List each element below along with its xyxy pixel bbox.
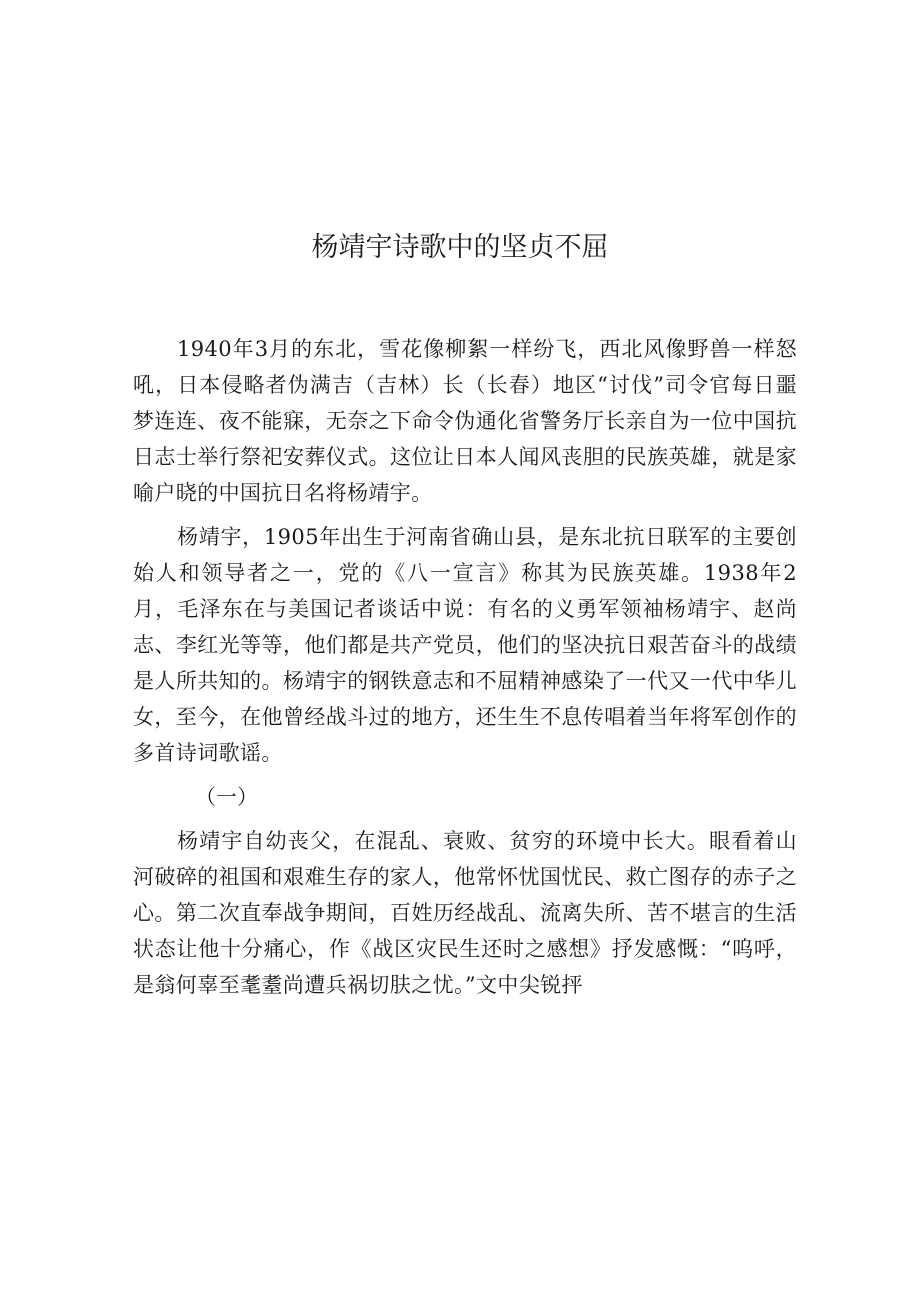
- document-body: [133, 331, 797, 1011]
- paragraph-1: 1940年3月的东北，雪花像柳絮一样纷飞，西北风像野兽一样怒吼，日本侵略者伪满吉（吉林）长（长春）地区“讨伐”司令官每日噩梦连连、夜不能寐，无奈之下命令伪通化省警务厅长亲自为一位中国抗日志士举行祭祀安葬仪式。这位让日本人闻风丧胆的民族英雄，就是家喻户晓的中国抗日名将杨靖宇。: [133, 337, 797, 505]
- paragraph-3: 杨靖宇自幼丧父，在混乱、衰败、贫穷的环境中长大。眼看着山河破碎的祖国和艰难生存的家人，他常怀忧国忧民、救亡图存的赤子之心。第二次直奉战争期间，百姓历经战乱、流离失所、苦不堪言的生活状态让他十分痛心，作《战区灾民生还时之感想》抒发感慨：“呜呼，是翁何辜至耄耋尚遭兵祸切肤之忧。”文中尖锐抨: [133, 829, 797, 997]
- document-title: 杨靖宇诗歌中的坚贞不屈: [311, 232, 609, 263]
- paragraph-2: 杨靖宇，1905年出生于河南省确山县，是东北抗日联军的主要创始人和领导者之一，党的《八一宣言》称其为民族英雄。1938年2月，毛泽东在与美国记者谈话中说：有名的义勇军领袖杨靖宇、赵尚志、李红光等等，他们都是共产党员，他们的坚决抗日艰苦奋斗的战绩是人所共知的。杨靖宇的钢铁意志和不屈精神感染了一代又一代中华儿女，至今，在他曾经战斗过的地方，还生生不息传唱着当年将军创作的多首诗词歌谣。: [133, 525, 797, 765]
- section-heading: （一）: [195, 785, 258, 809]
